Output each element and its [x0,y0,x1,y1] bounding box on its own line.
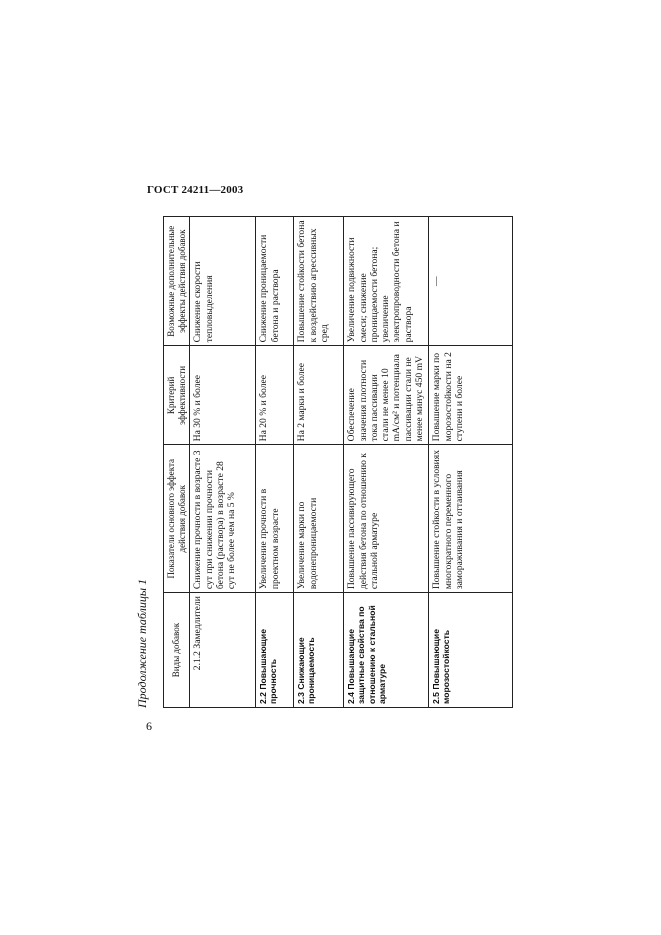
document-code: ГОСТ 24211—2003 [147,184,244,196]
row-extra-effects: — [429,217,513,346]
row-main-effect: Повышение пассивирующего действия бетона по отношению к стальной арматуре [344,445,429,593]
table-header-row [164,217,190,708]
row-kind: 2.2 Повышающие прочность [256,593,294,708]
additives-table [163,216,513,708]
table-row [294,217,344,708]
row-kind: 2.3 Снижающие проницаемость [294,593,344,708]
row-extra-effects: Повышение стойкости бетона к воздействию агрессивных сред [294,217,344,346]
row-criterion: На 2 марки и более [294,346,344,445]
row-extra-effects: Снижение проницаемости бетона и раствора [256,217,294,346]
row-criterion: На 30 % и более [190,346,256,445]
row-main-effect: Увеличение марки по водонепроницаемости [294,445,344,593]
row-extra-effects: Увеличение подвижности смеси; снижение проницаемости бетона; увеличение электропроводности бетона и раствора [344,217,429,346]
table-row [344,217,429,708]
table-row [190,217,256,708]
row-kind: 2.4 Повышающие защитные свойства по отношению к стальной арматуре [344,593,429,708]
table-row [256,217,294,708]
column-header-kind: Виды добавок [164,593,190,708]
row-main-effect: Снижение прочности в возрасте 3 сут при снижении прочности бетона (раствора) в возрасте 28 сут не более чем на 5 % [190,445,256,593]
rotated-content [135,216,513,708]
column-header-main-effect: Показатели основного эффекта действия добавок [164,445,190,593]
row-kind: 2.5 Повышающие морозостойкость [429,593,513,708]
row-criterion: На 20 % и более [256,346,294,445]
row-kind: 2.1.2 Замедлители [190,593,256,708]
table-caption: Продолжение таблицы 1 [135,578,149,708]
row-criterion: Обеспечение значения плотности тока пассивации стали не менее 10 mA/см² и потенциала пассивации стали не менее минус 450 mV [344,346,429,445]
column-header-criterion: Критерий эффективности [164,346,190,445]
table-row [429,217,513,708]
page-number: 6 [146,719,152,733]
row-main-effect: Повышение стойкости в условиях многократного переменного замораживания и оттаивания [429,445,513,593]
row-main-effect: Увеличение прочности в проектном возрасте [256,445,294,593]
column-header-extra-effects: Возможные дополнительные эффекты действия добавок [164,217,190,346]
row-extra-effects: Снижение скорости тепловыделения [190,217,256,346]
row-criterion: Повышение марки по морозостойкости на 2 ступени и более [429,346,513,445]
